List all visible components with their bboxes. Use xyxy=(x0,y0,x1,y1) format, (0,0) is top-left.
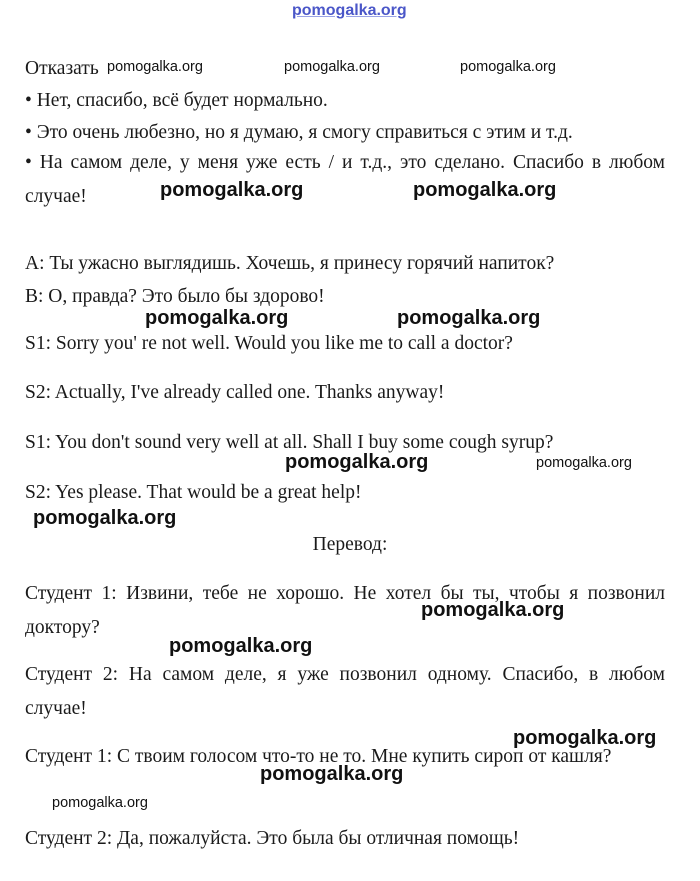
translation-heading: Перевод: xyxy=(312,534,388,555)
watermark[interactable]: pomogalka.org xyxy=(397,307,541,329)
site-header-watermark[interactable]: pomogalka.org xyxy=(292,2,407,19)
s2-first-line: S2: Actually, I've already called one. Thanks anyway! xyxy=(25,382,445,403)
watermark[interactable]: pomogalka.org xyxy=(285,451,429,473)
watermark[interactable]: pomogalka.org xyxy=(145,307,289,329)
s1-first-line: S1: Sorry you' re not well. Would you like me to call a doctor? xyxy=(25,333,513,354)
watermark[interactable]: pomogalka.org xyxy=(460,59,556,75)
refuse-bullet-1: • Нет, спасибо, всё будет нормально. xyxy=(25,90,328,111)
refuse-bullet-3: • На самом деле, у меня уже есть / и т.д., это сделано. Спасибо в любом случае! xyxy=(25,152,665,207)
watermark[interactable]: pomogalka.org xyxy=(169,635,313,657)
s1-second-line: S1: You don't sound very well at all. Shall I buy some cough syrup? xyxy=(25,432,554,453)
watermark[interactable]: pomogalka.org xyxy=(421,599,565,621)
watermark[interactable]: pomogalka.org xyxy=(284,59,380,75)
student1-second-line: Студент 1: С твоим голосом что-то не то. Мне купить сироп от кашля? xyxy=(25,746,612,767)
watermark[interactable]: pomogalka.org xyxy=(513,727,657,749)
watermark[interactable]: pomogalka.org xyxy=(52,795,148,811)
student2-first-line: Студент 2: На самом деле, я уже позвонил одному. Спасибо, в любом случае! xyxy=(25,664,665,719)
dialogue-line-b: В: О, правда? Это было бы здорово! xyxy=(25,286,325,307)
refuse-bullet-2: • Это очень любезно, но я думаю, я смогу справиться с этим и т.д. xyxy=(25,122,573,143)
watermark[interactable]: pomogalka.org xyxy=(160,179,304,201)
refuse-heading: Отказать xyxy=(25,58,99,79)
watermark[interactable]: pomogalka.org xyxy=(33,507,177,529)
student1-first-line: Студент 1: Извини, тебе не хорошо. Не хотел бы ты, чтобы я позвонил доктору? xyxy=(25,583,665,638)
watermark[interactable]: pomogalka.org xyxy=(413,179,557,201)
student2-second-line: Студент 2: Да, пожалуйста. Это была бы отличная помощь! xyxy=(25,828,520,849)
watermark[interactable]: pomogalka.org xyxy=(536,455,632,471)
watermark[interactable]: pomogalka.org xyxy=(260,763,404,785)
dialogue-line-a: А: Ты ужасно выглядишь. Хочешь, я принесу горячий напиток? xyxy=(25,253,555,274)
watermark[interactable]: pomogalka.org xyxy=(107,59,203,75)
s2-second-line: S2: Yes please. That would be a great help! xyxy=(25,482,362,503)
